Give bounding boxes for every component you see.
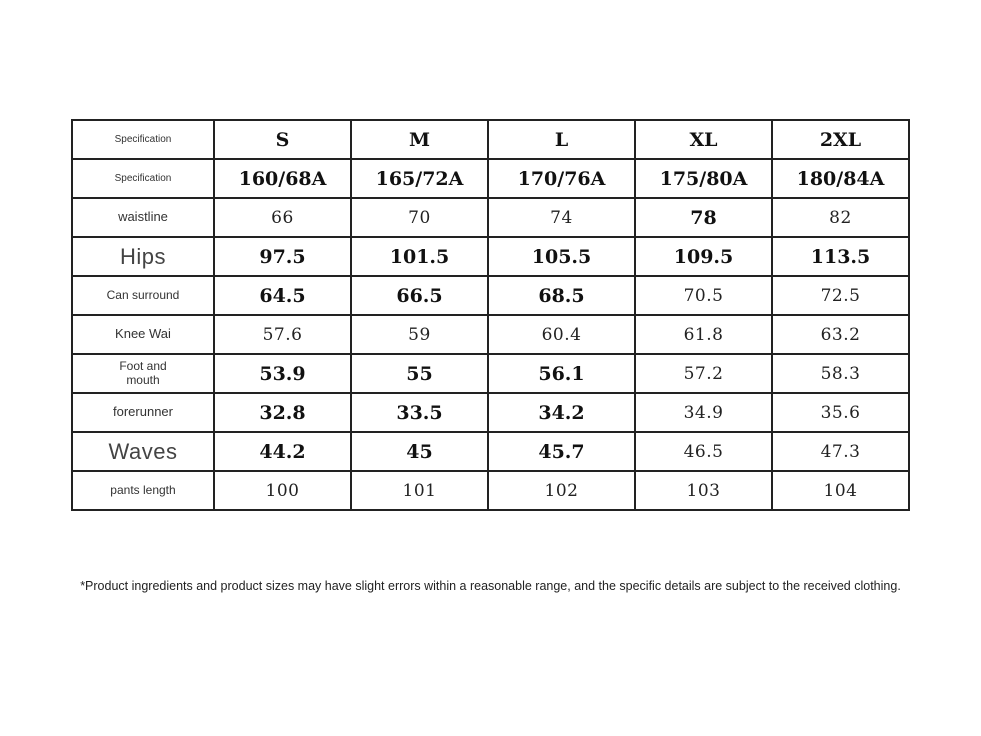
table-cell: 32.8 bbox=[214, 393, 351, 432]
table-cell: 64.5 bbox=[214, 276, 351, 315]
table-row-can-surround bbox=[72, 276, 909, 315]
table-cell: 170/76A bbox=[488, 159, 635, 198]
size-header-m: M bbox=[351, 120, 488, 159]
row-label: Hips bbox=[72, 237, 214, 276]
table-cell: 55 bbox=[351, 354, 488, 393]
table-cell: 72.5 bbox=[772, 276, 909, 315]
table-cell: 109.5 bbox=[635, 237, 772, 276]
row-label: Foot and mouth bbox=[72, 354, 214, 393]
table-cell: 57.6 bbox=[214, 315, 351, 354]
table-cell: 45 bbox=[351, 432, 488, 471]
table-cell: 56.1 bbox=[488, 354, 635, 393]
table-cell: 61.8 bbox=[635, 315, 772, 354]
table-cell: 101 bbox=[351, 471, 488, 510]
row-label: waistline bbox=[72, 198, 214, 237]
table-cell: 113.5 bbox=[772, 237, 909, 276]
table-row-hips bbox=[72, 237, 909, 276]
table-cell: 35.6 bbox=[772, 393, 909, 432]
table-row-waves bbox=[72, 432, 909, 471]
row-label: Knee Wai bbox=[72, 315, 214, 354]
table-row-waistline bbox=[72, 198, 909, 237]
table-cell: 44.2 bbox=[214, 432, 351, 471]
table-cell: 66 bbox=[214, 198, 351, 237]
table-cell: 105.5 bbox=[488, 237, 635, 276]
table-cell: 57.2 bbox=[635, 354, 772, 393]
header-row bbox=[72, 120, 909, 159]
table-cell: 175/80A bbox=[635, 159, 772, 198]
table-row-knee-wai bbox=[72, 315, 909, 354]
size-header-xl: XL bbox=[635, 120, 772, 159]
table-cell: 74 bbox=[488, 198, 635, 237]
table-cell: 165/72A bbox=[351, 159, 488, 198]
table-cell: 103 bbox=[635, 471, 772, 510]
table-row-forerunner bbox=[72, 393, 909, 432]
table-cell: 58.3 bbox=[772, 354, 909, 393]
table-cell: 180/84A bbox=[772, 159, 909, 198]
table-cell: 60.4 bbox=[488, 315, 635, 354]
disclaimer-footnote: *Product ingredients and product sizes may have slight errors within a reasonable range, and the specific details are subject to the received clothing. bbox=[80, 579, 901, 593]
table-cell: 34.9 bbox=[635, 393, 772, 432]
table-cell: 59 bbox=[351, 315, 488, 354]
table-cell: 70.5 bbox=[635, 276, 772, 315]
table-cell: 100 bbox=[214, 471, 351, 510]
table-cell: 66.5 bbox=[351, 276, 488, 315]
size-header-l: L bbox=[488, 120, 635, 159]
table-cell: 70 bbox=[351, 198, 488, 237]
row-label: forerunner bbox=[72, 393, 214, 432]
table-cell: 102 bbox=[488, 471, 635, 510]
table-cell: 68.5 bbox=[488, 276, 635, 315]
table-row-pants-length bbox=[72, 471, 909, 510]
header-label: Specification bbox=[72, 120, 214, 159]
table-cell: 160/68A bbox=[214, 159, 351, 198]
row-label: Can surround bbox=[72, 276, 214, 315]
table-cell: 33.5 bbox=[351, 393, 488, 432]
table-cell: 45.7 bbox=[488, 432, 635, 471]
size-chart-table bbox=[71, 119, 910, 511]
table-cell: 97.5 bbox=[214, 237, 351, 276]
table-cell: 46.5 bbox=[635, 432, 772, 471]
table-row-specification bbox=[72, 159, 909, 198]
table-cell: 104 bbox=[772, 471, 909, 510]
row-label: Waves bbox=[72, 432, 214, 471]
table-cell: 34.2 bbox=[488, 393, 635, 432]
table-cell: 47.3 bbox=[772, 432, 909, 471]
table-row-foot-and-mouth bbox=[72, 354, 909, 393]
table-cell: 78 bbox=[635, 198, 772, 237]
size-header-2xl: 2XL bbox=[772, 120, 909, 159]
table-cell: 101.5 bbox=[351, 237, 488, 276]
table-cell: 63.2 bbox=[772, 315, 909, 354]
table-cell: 82 bbox=[772, 198, 909, 237]
row-label: Specification bbox=[72, 159, 214, 198]
table-cell: 53.9 bbox=[214, 354, 351, 393]
size-header-s: S bbox=[214, 120, 351, 159]
row-label: pants length bbox=[72, 471, 214, 510]
